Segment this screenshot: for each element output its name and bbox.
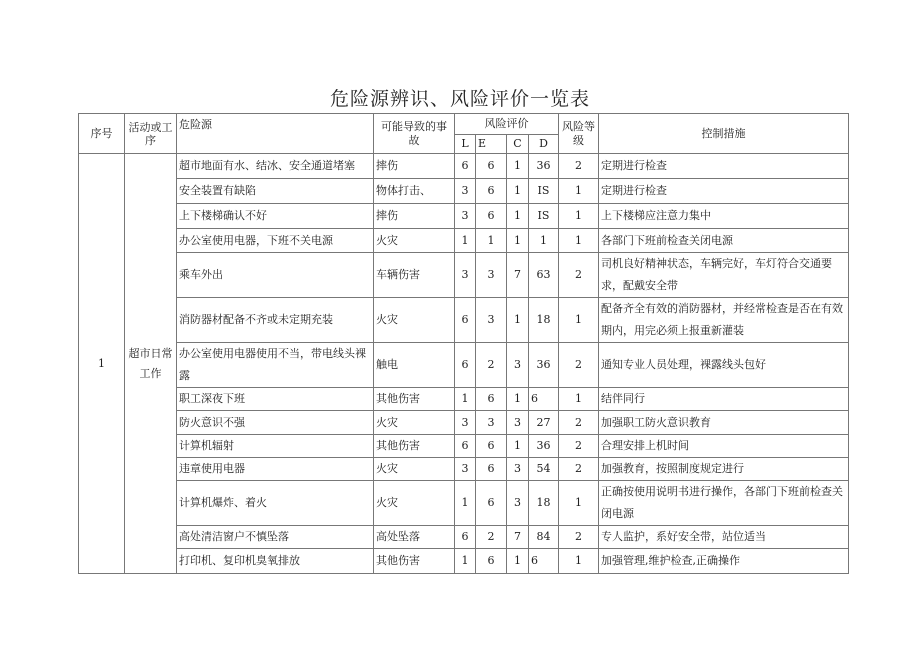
- cell-D: 6: [529, 549, 559, 574]
- cell-hazard: 防火意识不强: [177, 411, 374, 435]
- cell-hazard: 办公室使用电器使用不当，带电线头裸露: [177, 343, 374, 388]
- cell-accident: 火灾: [374, 481, 455, 526]
- cell-C: 3: [507, 343, 529, 388]
- table-row: [79, 526, 849, 549]
- cell-L: 6: [455, 154, 476, 179]
- table-row: [79, 458, 849, 481]
- table-row: [79, 481, 849, 526]
- cell-L: 3: [455, 204, 476, 229]
- header-level: 风险等级: [559, 114, 599, 154]
- table-row: [79, 154, 849, 179]
- cell-level: 2: [559, 458, 599, 481]
- cell-level: 1: [559, 298, 599, 343]
- risk-table: [78, 113, 849, 574]
- cell-L: 1: [455, 481, 476, 526]
- cell-E: 6: [476, 458, 507, 481]
- cell-E: 3: [476, 253, 507, 298]
- cell-D: 54: [529, 458, 559, 481]
- header-E: E: [476, 135, 507, 154]
- cell-hazard: 消防器材配备不齐或未定期充装: [177, 298, 374, 343]
- cell-C: 7: [507, 526, 529, 549]
- cell-D: 6: [529, 388, 559, 411]
- cell-control: 合理安排上机时间: [599, 435, 849, 458]
- table-row: [79, 298, 849, 343]
- cell-E: 2: [476, 526, 507, 549]
- cell-L: 6: [455, 526, 476, 549]
- cell-D: 1: [529, 229, 559, 253]
- cell-C: 3: [507, 458, 529, 481]
- header-risk-eval: 风险评价: [455, 114, 559, 135]
- cell-L: 1: [455, 388, 476, 411]
- cell-accident: 触电: [374, 343, 455, 388]
- cell-E: 3: [476, 298, 507, 343]
- cell-C: 1: [507, 549, 529, 574]
- cell-control: 结伴同行: [599, 388, 849, 411]
- cell-C: 1: [507, 179, 529, 204]
- cell-E: 1: [476, 229, 507, 253]
- cell-control: 定期进行检查: [599, 179, 849, 204]
- cell-L: 6: [455, 298, 476, 343]
- cell-hazard: 高处清洁窗户不慎坠落: [177, 526, 374, 549]
- table-row: [79, 549, 849, 574]
- header-control: 控制措施: [599, 114, 849, 154]
- table-row: [79, 435, 849, 458]
- cell-control: 正确按使用说明书进行操作，各部门下班前检查关闭电源: [599, 481, 849, 526]
- cell-hazard: 计算机爆炸、着火: [177, 481, 374, 526]
- cell-accident: 火灾: [374, 411, 455, 435]
- cell-level: 1: [559, 229, 599, 253]
- cell-hazard: 乘车外出: [177, 253, 374, 298]
- cell-level: 2: [559, 253, 599, 298]
- cell-hazard: 违章使用电器: [177, 458, 374, 481]
- cell-E: 6: [476, 481, 507, 526]
- cell-D: 18: [529, 298, 559, 343]
- cell-D: 36: [529, 343, 559, 388]
- table-row: [79, 343, 849, 388]
- cell-hazard: 超市地面有水、结冰、安全通道堵塞: [177, 154, 374, 179]
- cell-E: 2: [476, 343, 507, 388]
- cell-accident: 摔伤: [374, 204, 455, 229]
- cell-level: 2: [559, 343, 599, 388]
- cell-accident: 火灾: [374, 458, 455, 481]
- cell-level: 2: [559, 435, 599, 458]
- table-row: [79, 411, 849, 435]
- page-title: 危险源辨识、风险评价一览表: [329, 88, 590, 110]
- cell-hazard: 上下楼梯确认不好: [177, 204, 374, 229]
- cell-E: 6: [476, 435, 507, 458]
- cell-D: IS: [529, 204, 559, 229]
- cell-C: 1: [507, 204, 529, 229]
- cell-C: 1: [507, 229, 529, 253]
- cell-L: 6: [455, 343, 476, 388]
- cell-hazard: 办公室使用电器，下班不关电源: [177, 229, 374, 253]
- header-L: L: [455, 135, 476, 154]
- cell-C: 1: [507, 298, 529, 343]
- header-hazard: 危险源: [177, 114, 374, 154]
- cell-L: 3: [455, 179, 476, 204]
- cell-L: 3: [455, 458, 476, 481]
- cell-accident: 摔伤: [374, 154, 455, 179]
- cell-L: 1: [455, 229, 476, 253]
- cell-level: 2: [559, 154, 599, 179]
- cell-accident: 其他伤害: [374, 435, 455, 458]
- cell-control: 专人监护，系好安全带，站位适当: [599, 526, 849, 549]
- cell-control: 上下楼梯应注意力集中: [599, 204, 849, 229]
- cell-level: 2: [559, 411, 599, 435]
- cell-level: 1: [559, 204, 599, 229]
- cell-accident: 火灾: [374, 229, 455, 253]
- cell-accident: 火灾: [374, 298, 455, 343]
- cell-control: 配备齐全有效的消防器材，并经常检查是否在有效期内，用完必须上报重新灌装: [599, 298, 849, 343]
- cell-D: IS: [529, 179, 559, 204]
- cell-accident: 其他伤害: [374, 549, 455, 574]
- table-row: [79, 179, 849, 204]
- cell-level: 1: [559, 549, 599, 574]
- cell-L: 1: [455, 549, 476, 574]
- cell-hazard: 打印机、复印机臭氧排放: [177, 549, 374, 574]
- cell-C: 3: [507, 411, 529, 435]
- cell-hazard: 计算机辐射: [177, 435, 374, 458]
- cell-control: 通知专业人员处理，裸露线头包好: [599, 343, 849, 388]
- group-activity: 超市日常工作: [125, 154, 177, 574]
- header-accident: 可能导致的事故: [374, 114, 455, 154]
- header-C: C: [507, 135, 529, 154]
- table-row: [79, 388, 849, 411]
- cell-L: 3: [455, 411, 476, 435]
- cell-control: 定期进行检查: [599, 154, 849, 179]
- cell-D: 27: [529, 411, 559, 435]
- group-no: 1: [79, 154, 125, 574]
- cell-C: 3: [507, 481, 529, 526]
- cell-C: 1: [507, 388, 529, 411]
- cell-D: 36: [529, 435, 559, 458]
- header-activity: 活动或工序: [125, 114, 177, 154]
- cell-E: 6: [476, 179, 507, 204]
- cell-hazard: 安全装置有缺陷: [177, 179, 374, 204]
- cell-level: 1: [559, 481, 599, 526]
- cell-D: 36: [529, 154, 559, 179]
- cell-accident: 高处坠落: [374, 526, 455, 549]
- cell-level: 1: [559, 388, 599, 411]
- cell-accident: 其他伤害: [374, 388, 455, 411]
- table-row: [79, 204, 849, 229]
- cell-control: 加强职工防火意识教育: [599, 411, 849, 435]
- cell-L: 6: [455, 435, 476, 458]
- table-row: [79, 229, 849, 253]
- cell-E: 6: [476, 154, 507, 179]
- table-row: [79, 253, 849, 298]
- header-D: D: [529, 135, 559, 154]
- cell-D: 18: [529, 481, 559, 526]
- cell-level: 2: [559, 526, 599, 549]
- cell-C: 1: [507, 154, 529, 179]
- cell-control: 加强教育，按照制度规定进行: [599, 458, 849, 481]
- cell-control: 各部门下班前检查关闭电源: [599, 229, 849, 253]
- cell-E: 6: [476, 549, 507, 574]
- cell-accident: 物体打击、: [374, 179, 455, 204]
- cell-E: 6: [476, 204, 507, 229]
- cell-C: 1: [507, 435, 529, 458]
- cell-control: 司机良好精神状态，车辆完好，车灯符合交通要求，配戴安全带: [599, 253, 849, 298]
- cell-accident: 车辆伤害: [374, 253, 455, 298]
- cell-D: 84: [529, 526, 559, 549]
- cell-D: 63: [529, 253, 559, 298]
- cell-hazard: 职工深夜下班: [177, 388, 374, 411]
- cell-C: 7: [507, 253, 529, 298]
- cell-L: 3: [455, 253, 476, 298]
- cell-control: 加强管理,维护检查,正确操作: [599, 549, 849, 574]
- cell-E: 3: [476, 411, 507, 435]
- header-no: 序号: [79, 114, 125, 154]
- cell-E: 6: [476, 388, 507, 411]
- cell-level: 1: [559, 179, 599, 204]
